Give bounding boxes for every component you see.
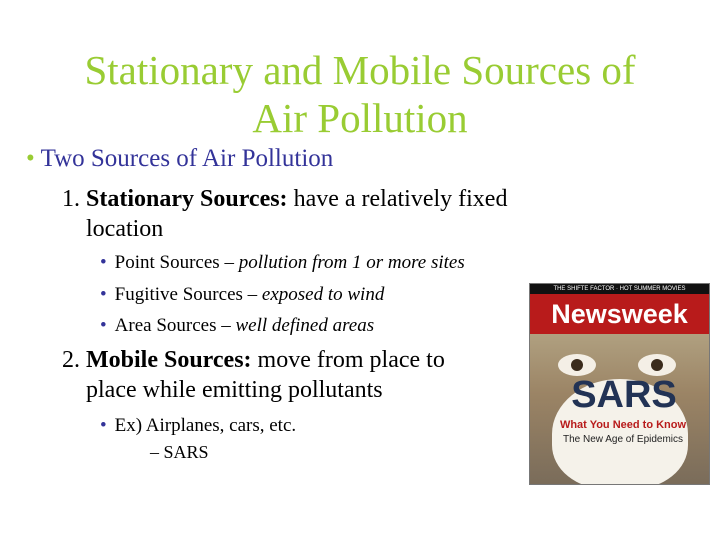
cover-tagline: What You Need to Know — [559, 419, 687, 431]
subitem-text: Ex) Airplanes, cars, etc. — [114, 415, 297, 436]
subitem-name: Fugitive Sources — [114, 284, 243, 305]
bullet-icon: • — [100, 252, 107, 273]
cover-headline: SARS — [571, 374, 677, 416]
subitem-desc: pollution from 1 or more sites — [238, 252, 465, 273]
title-line-1: Stationary and Mobile Sources of — [84, 47, 636, 93]
main-bullet — [26, 144, 333, 174]
stationary-number: 1. — [62, 186, 80, 212]
subitem-dash: – — [221, 315, 231, 336]
subitem-area — [100, 314, 374, 338]
slide-title — [40, 46, 680, 142]
left-eye — [558, 354, 596, 376]
magazine-banner: THE SHIFTE FACTOR · HOT SUMMER MOVIES — [530, 284, 709, 294]
stationary-heading: Stationary Sources: — [86, 186, 288, 212]
cover-subtitle: The New Age of Epidemics — [562, 434, 684, 445]
title-line-2: Air Pollution — [252, 95, 468, 141]
main-point: Two Sources of Air Pollution — [40, 145, 334, 172]
mobile-number: 2. — [62, 347, 80, 373]
mobile-item — [62, 345, 522, 405]
subitem-dash: – — [247, 284, 258, 305]
bullet-icon: • — [100, 315, 107, 336]
subitem-example — [100, 414, 296, 438]
subitem-dash: – — [224, 252, 234, 273]
mobile-text: move from place to — [257, 347, 445, 373]
magazine-logo: Newsweek — [530, 294, 709, 334]
bullet-icon: • — [100, 415, 107, 436]
subitem-point — [100, 251, 465, 275]
bullet-icon: • — [26, 145, 35, 172]
subitem-desc: well defined areas — [235, 315, 375, 336]
subitem-desc: exposed to wind — [261, 284, 385, 305]
subitem-name: Point Sources — [114, 252, 220, 273]
magazine-cover — [529, 283, 710, 485]
subsub-text: SARS — [163, 442, 209, 462]
right-eye — [638, 354, 676, 376]
subsub-item — [150, 441, 209, 463]
bullet-icon: • — [100, 284, 107, 305]
mobile-heading: Mobile Sources: — [86, 347, 252, 373]
subsub-dash: – — [150, 442, 159, 462]
stationary-item — [62, 184, 622, 244]
stationary-text-cont: location — [86, 216, 164, 242]
cover-photo — [530, 334, 709, 484]
subitem-fugitive — [100, 283, 384, 307]
subitem-name: Area Sources — [114, 315, 217, 336]
mobile-text-cont: place while emitting pollutants — [86, 377, 383, 403]
stationary-text: have a relatively fixed — [293, 186, 508, 212]
